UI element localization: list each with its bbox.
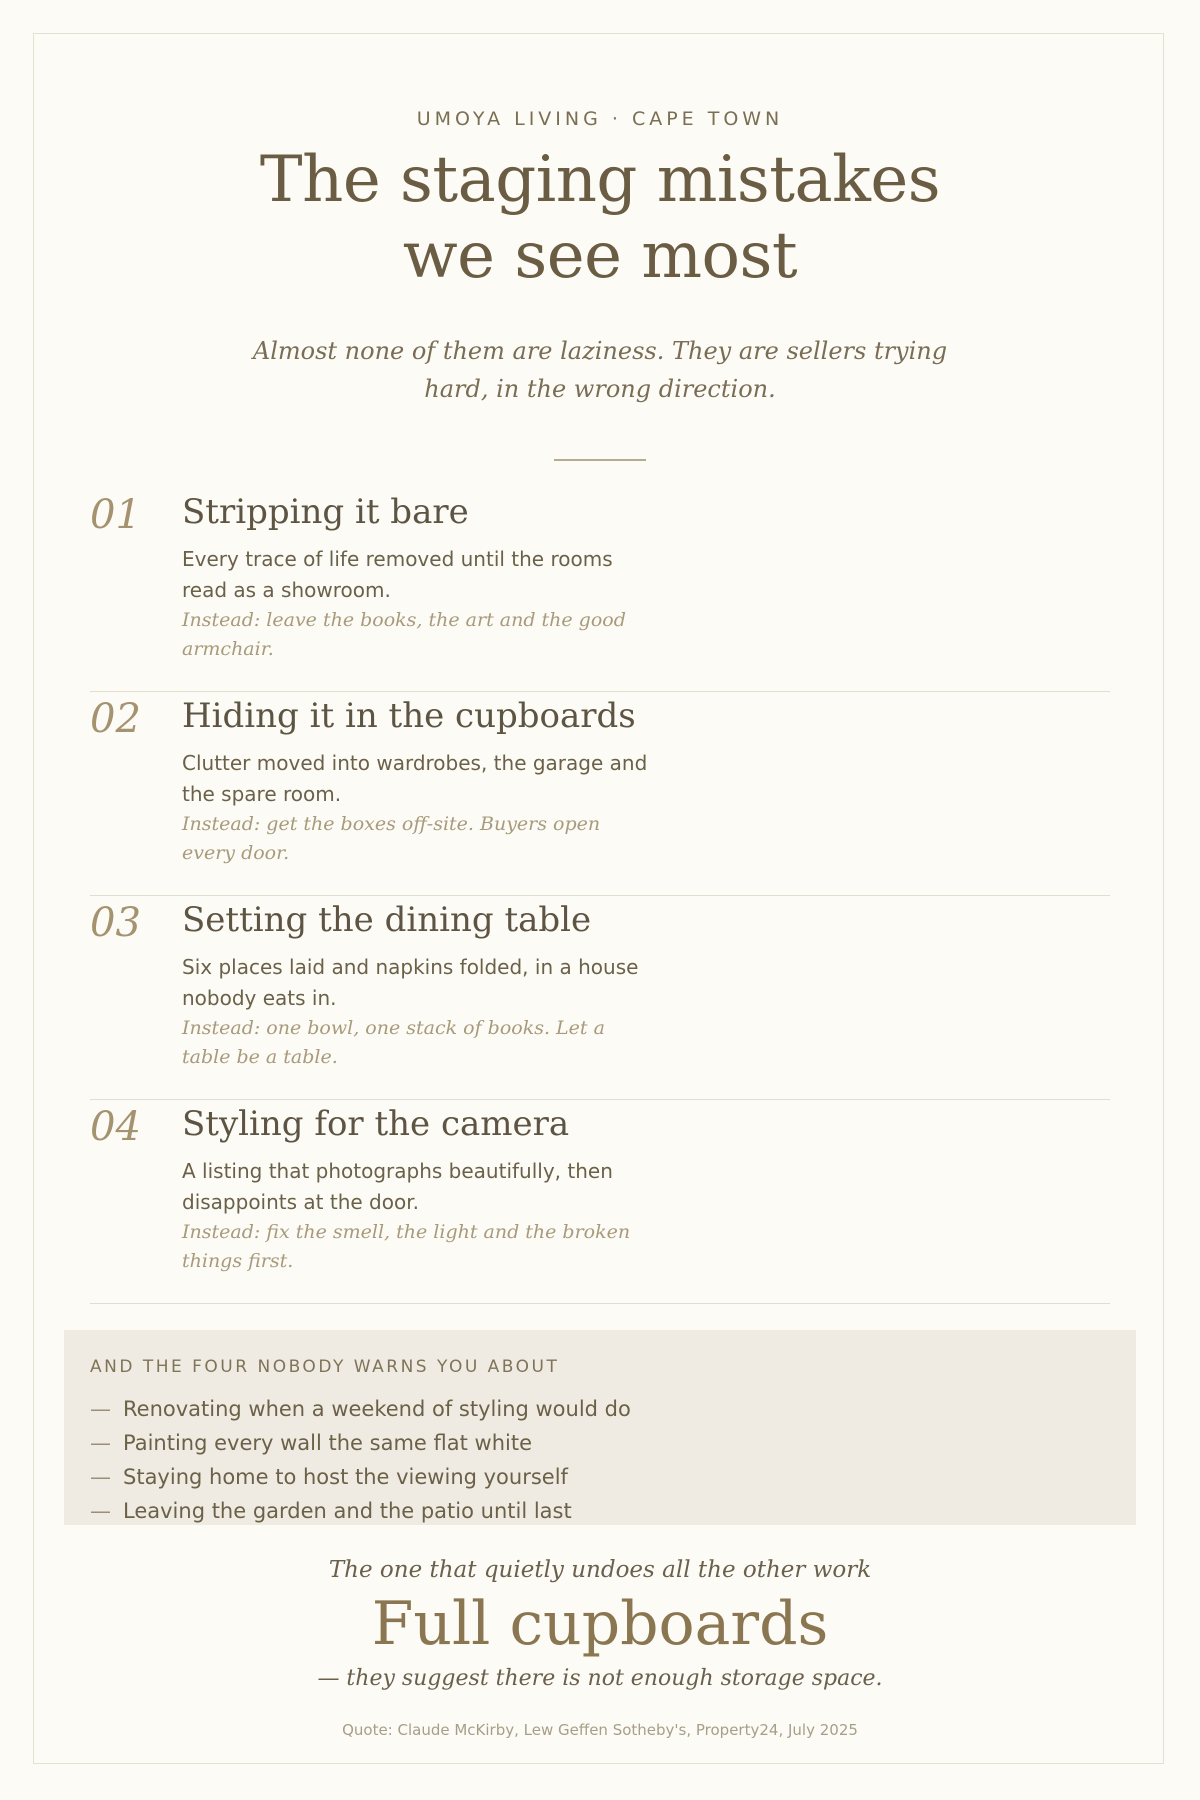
title-line-2: we see most [402,219,798,293]
extras-heading: AND THE FOUR NOBODY WARNS YOU ABOUT [90,1357,560,1377]
mistake-instead: Instead: fix the smell, the light and the broken things first. [182,1221,631,1272]
list-item [90,1392,631,1426]
dash-icon: — [90,1465,111,1489]
quote-headline: Full cupboards [371,1589,829,1659]
page-title [0,142,1200,294]
list-item [90,1426,631,1460]
dash-icon: — [90,1397,111,1421]
mistake-number: 01 [90,492,141,538]
extras-list [90,1392,631,1528]
mistake-instead: Instead: get the boxes off-site. Buyers open every door. [182,813,601,864]
mistake-number: 03 [90,900,141,946]
dash-icon: — [90,1431,111,1455]
mistake-instead: Instead: one bowl, one stack of books. Let a table be a table. [182,1017,605,1068]
mistake-number: 04 [90,1104,141,1150]
list-item [90,1460,631,1494]
subtitle: Almost none of them are laziness. They are sellers trying hard, in the wrong direction. [252,337,948,403]
mistake-instead: Instead: leave the books, the art and the good armchair. [182,609,626,660]
separator [90,691,1110,692]
quote-credit: Quote: Claude McKirby, Lew Geffen Sotheby's, Property24, July 2025 [342,1721,858,1739]
mistake-item-2 [90,696,1110,896]
mistake-title: Stripping it bare [182,492,469,532]
mistake-description: Clutter moved into wardrobes, the garage and the spare room. [182,751,648,806]
mistake-title: Styling for the camera [182,1104,570,1144]
separator [90,1303,1110,1304]
mistake-item-1 [90,492,1110,692]
dash-icon: — [90,1499,111,1523]
mistake-title: Hiding it in the cupboards [182,696,636,736]
list-item-text: Painting every wall the same flat white [123,1431,532,1455]
mistake-title: Setting the dining table [182,900,592,940]
mistake-number: 02 [90,696,141,742]
mistake-item-3 [90,900,1110,1100]
quote-lead: The one that quietly undoes all the other work [328,1557,872,1583]
list-item-text: Staying home to host the viewing yourself [123,1465,568,1489]
brand-kicker: UMOYA LIVING · CAPE TOWN [416,108,784,130]
mistake-description: Every trace of life removed until the rooms read as a showroom. [182,547,613,602]
title-line-1: The staging mistakes [259,143,941,217]
mistake-description: A listing that photographs beautifully, then disappoints at the door. [182,1159,613,1214]
mistake-description: Six places laid and napkins folded, in a house nobody eats in. [182,955,639,1010]
list-item [90,1494,631,1528]
quote-tail: — they suggest there is not enough storage space. [317,1666,883,1691]
list-item-text: Renovating when a weekend of styling would do [123,1397,631,1421]
mistake-item-4 [90,1104,1110,1304]
separator [90,1099,1110,1100]
divider [554,459,646,461]
list-item-text: Leaving the garden and the patio until last [123,1499,572,1523]
extras-panel [64,1330,1136,1525]
separator [90,895,1110,896]
